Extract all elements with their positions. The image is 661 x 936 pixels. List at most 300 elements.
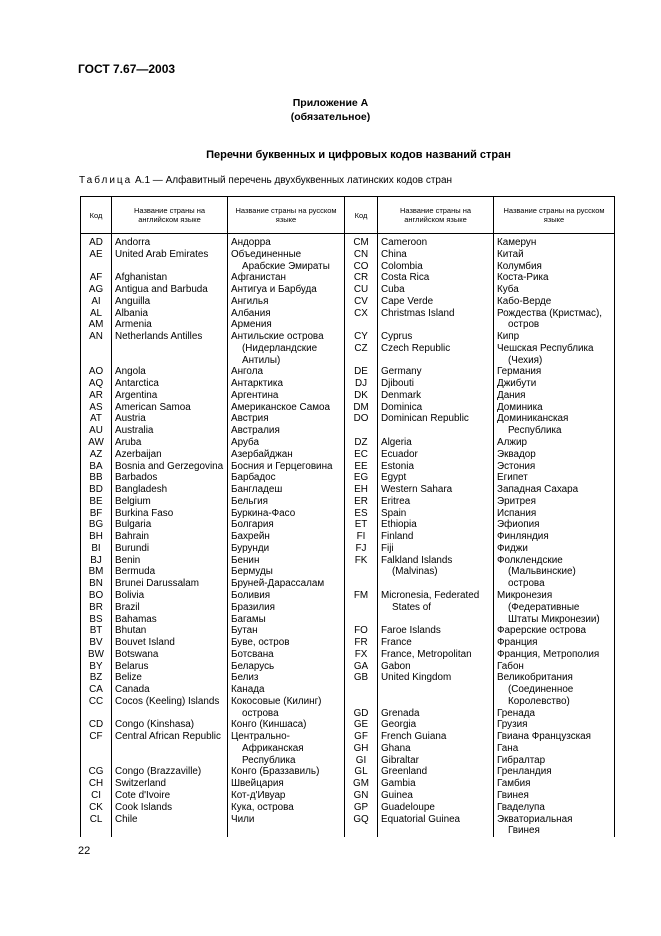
russian-name-cell: Эквадор bbox=[494, 449, 615, 461]
english-name-cell: Fiji bbox=[378, 543, 494, 555]
code-cell: CA bbox=[81, 684, 112, 696]
english-name-cell: Botswana bbox=[112, 649, 228, 661]
code-cell bbox=[81, 708, 112, 720]
code-cell: ES bbox=[345, 508, 378, 520]
russian-name-cell: Эритрея bbox=[494, 496, 615, 508]
table-row bbox=[81, 672, 615, 684]
code-cell bbox=[345, 696, 378, 708]
table-row bbox=[81, 684, 615, 696]
english-name-cell: Bolivia bbox=[112, 590, 228, 602]
russian-name-cell: Гвиана Французская bbox=[494, 731, 615, 743]
russian-name-cell: Австрия bbox=[228, 413, 345, 425]
code-cell: DE bbox=[345, 366, 378, 378]
table-row bbox=[81, 296, 615, 308]
english-name-cell: Colombia bbox=[378, 261, 494, 273]
english-name-cell: Brazil bbox=[112, 602, 228, 614]
code-cell bbox=[345, 355, 378, 367]
russian-name-cell: Алжир bbox=[494, 437, 615, 449]
english-name-cell bbox=[378, 684, 494, 696]
russian-name-cell: Эстония bbox=[494, 461, 615, 473]
code-cell: CY bbox=[345, 331, 378, 343]
code-cell: DO bbox=[345, 413, 378, 425]
russian-name-cell: Армения bbox=[228, 319, 345, 331]
russian-name-cell: Кука, острова bbox=[228, 802, 345, 814]
col-russian-name: Название страны на русском языке bbox=[228, 197, 345, 234]
code-cell: BV bbox=[81, 637, 112, 649]
english-name-cell: Bosnia and Gerzegovina bbox=[112, 461, 228, 473]
code-cell: FO bbox=[345, 625, 378, 637]
russian-name-cell: Фолклендские bbox=[494, 555, 615, 567]
code-cell: BA bbox=[81, 461, 112, 473]
code-cell: GQ bbox=[345, 814, 378, 826]
english-name-cell bbox=[378, 578, 494, 590]
table-row bbox=[81, 649, 615, 661]
english-name-cell: China bbox=[378, 249, 494, 261]
code-cell: GB bbox=[345, 672, 378, 684]
english-name-cell: Eritrea bbox=[378, 496, 494, 508]
code-cell: BJ bbox=[81, 555, 112, 567]
english-name-cell: Equatorial Guinea bbox=[378, 814, 494, 826]
russian-name-cell: Гамбия bbox=[494, 778, 615, 790]
code-cell: BN bbox=[81, 578, 112, 590]
code-cell bbox=[345, 825, 378, 837]
code-cell: BB bbox=[81, 472, 112, 484]
english-name-cell: Netherlands Antilles bbox=[112, 331, 228, 343]
table-row bbox=[81, 790, 615, 802]
code-cell: ET bbox=[345, 519, 378, 531]
russian-name-cell: Центрально- bbox=[228, 731, 345, 743]
table-row bbox=[81, 425, 615, 437]
russian-name-cell: Эфиопия bbox=[494, 519, 615, 531]
english-name-cell: French Guiana bbox=[378, 731, 494, 743]
table-row bbox=[81, 355, 615, 367]
russian-name-cell: Египет bbox=[494, 472, 615, 484]
russian-name-cell: Швейцария bbox=[228, 778, 345, 790]
russian-name-cell: Доминиканская bbox=[494, 413, 615, 425]
russian-name-cell: Бермуды bbox=[228, 566, 345, 578]
russian-name-cell: Фарерские острова bbox=[494, 625, 615, 637]
appendix-note: (обязательное) bbox=[290, 111, 371, 123]
col-code-2: Код bbox=[345, 197, 378, 234]
english-name-cell: Brunei Darussalam bbox=[112, 578, 228, 590]
english-name-cell: Burundi bbox=[112, 543, 228, 555]
code-cell: AL bbox=[81, 308, 112, 320]
code-cell bbox=[81, 343, 112, 355]
code-cell: CG bbox=[81, 766, 112, 778]
english-name-cell: Chile bbox=[112, 814, 228, 826]
code-cell: BF bbox=[81, 508, 112, 520]
code-cell: CD bbox=[81, 719, 112, 731]
table-row bbox=[81, 449, 615, 461]
english-name-cell: Benin bbox=[112, 555, 228, 567]
russian-name-cell: Азербайджан bbox=[228, 449, 345, 461]
english-name-cell: Bermuda bbox=[112, 566, 228, 578]
russian-name-cell: Штаты Микронезии) bbox=[494, 614, 615, 626]
english-name-cell: Spain bbox=[378, 508, 494, 520]
table-row bbox=[81, 319, 615, 331]
english-name-cell: Barbados bbox=[112, 472, 228, 484]
russian-name-cell: Болгария bbox=[228, 519, 345, 531]
russian-name-cell: Антилы) bbox=[228, 355, 345, 367]
russian-name-cell: Американское Самоа bbox=[228, 402, 345, 414]
russian-name-cell: Гана bbox=[494, 743, 615, 755]
table-row bbox=[81, 308, 615, 320]
english-name-cell: Faroe Islands bbox=[378, 625, 494, 637]
english-name-cell: Finland bbox=[378, 531, 494, 543]
english-name-cell bbox=[378, 825, 494, 837]
russian-name-cell: Германия bbox=[494, 366, 615, 378]
table-row bbox=[81, 743, 615, 755]
code-cell: DJ bbox=[345, 378, 378, 390]
english-name-cell bbox=[378, 696, 494, 708]
code-cell: CZ bbox=[345, 343, 378, 355]
english-name-cell: Micronesia, Federated bbox=[378, 590, 494, 602]
code-cell: CN bbox=[345, 249, 378, 261]
english-name-cell: Bangladesh bbox=[112, 484, 228, 496]
code-cell: AG bbox=[81, 284, 112, 296]
russian-name-cell: Кабо-Верде bbox=[494, 296, 615, 308]
code-cell: FR bbox=[345, 637, 378, 649]
english-name-cell: France, Metropolitan bbox=[378, 649, 494, 661]
code-cell bbox=[81, 261, 112, 273]
russian-name-cell: (Нидерландские bbox=[228, 343, 345, 355]
table-row bbox=[81, 234, 615, 249]
table-row bbox=[81, 390, 615, 402]
col-russian-name-2: Название страны на русском языке bbox=[494, 197, 615, 234]
english-name-cell: Belize bbox=[112, 672, 228, 684]
table-header-row bbox=[81, 197, 615, 234]
table-row bbox=[81, 331, 615, 343]
english-name-cell: Canada bbox=[112, 684, 228, 696]
russian-name-cell: (Мальвинские) bbox=[494, 566, 615, 578]
table-row bbox=[81, 778, 615, 790]
russian-name-cell: Багамы bbox=[228, 614, 345, 626]
code-cell: CM bbox=[345, 234, 378, 249]
english-name-cell: States of bbox=[378, 602, 494, 614]
russian-name-cell: Гваделупа bbox=[494, 802, 615, 814]
code-cell bbox=[345, 566, 378, 578]
code-cell: CV bbox=[345, 296, 378, 308]
english-name-cell: Cameroon bbox=[378, 234, 494, 249]
russian-name-cell: Андорра bbox=[228, 234, 345, 249]
country-codes-table bbox=[80, 196, 615, 837]
code-cell bbox=[345, 578, 378, 590]
table-row bbox=[81, 802, 615, 814]
code-cell: AE bbox=[81, 249, 112, 261]
code-cell: EH bbox=[345, 484, 378, 496]
english-name-cell: Cape Verde bbox=[378, 296, 494, 308]
code-cell: AO bbox=[81, 366, 112, 378]
code-cell: CF bbox=[81, 731, 112, 743]
code-cell: BY bbox=[81, 661, 112, 673]
english-name-cell: Estonia bbox=[378, 461, 494, 473]
russian-name-cell: Ангилья bbox=[228, 296, 345, 308]
code-cell: BG bbox=[81, 519, 112, 531]
table-row bbox=[81, 484, 615, 496]
code-cell: CX bbox=[345, 308, 378, 320]
russian-name-cell: Франция bbox=[494, 637, 615, 649]
russian-name-cell: Западная Сахара bbox=[494, 484, 615, 496]
russian-name-cell: Бельгия bbox=[228, 496, 345, 508]
russian-name-cell: Великобритания bbox=[494, 672, 615, 684]
russian-name-cell: Ангола bbox=[228, 366, 345, 378]
code-cell: ER bbox=[345, 496, 378, 508]
english-name-cell: Antarctica bbox=[112, 378, 228, 390]
code-cell: CL bbox=[81, 814, 112, 826]
russian-name-cell: Испания bbox=[494, 508, 615, 520]
code-cell bbox=[81, 743, 112, 755]
code-cell: AN bbox=[81, 331, 112, 343]
english-name-cell: Cook Islands bbox=[112, 802, 228, 814]
english-name-cell: Guinea bbox=[378, 790, 494, 802]
english-name-cell: Algeria bbox=[378, 437, 494, 449]
code-cell: GH bbox=[345, 743, 378, 755]
code-cell: DM bbox=[345, 402, 378, 414]
code-cell: BS bbox=[81, 614, 112, 626]
english-name-cell bbox=[378, 425, 494, 437]
table-caption bbox=[79, 175, 452, 186]
code-cell: AS bbox=[81, 402, 112, 414]
col-english-name: Название страны на английском языке bbox=[112, 197, 228, 234]
english-name-cell: Gambia bbox=[378, 778, 494, 790]
table-row bbox=[81, 637, 615, 649]
english-name-cell: Congo (Kinshasa) bbox=[112, 719, 228, 731]
english-name-cell: Aruba bbox=[112, 437, 228, 449]
english-name-cell: Ecuador bbox=[378, 449, 494, 461]
russian-name-cell: Чешская Республика bbox=[494, 343, 615, 355]
russian-name-cell: Фиджи bbox=[494, 543, 615, 555]
russian-name-cell: Беларусь bbox=[228, 661, 345, 673]
english-name-cell: Christmas Island bbox=[378, 308, 494, 320]
english-name-cell: Denmark bbox=[378, 390, 494, 402]
code-cell: FI bbox=[345, 531, 378, 543]
table-row bbox=[81, 543, 615, 555]
code-cell: CU bbox=[345, 284, 378, 296]
english-name-cell: Congo (Brazzaville) bbox=[112, 766, 228, 778]
russian-name-cell: Конго (Киншаса) bbox=[228, 719, 345, 731]
code-cell bbox=[345, 319, 378, 331]
russian-name-cell: Бразилия bbox=[228, 602, 345, 614]
table-row bbox=[81, 555, 615, 567]
english-name-cell bbox=[112, 755, 228, 767]
code-cell bbox=[81, 355, 112, 367]
english-name-cell: Bulgaria bbox=[112, 519, 228, 531]
russian-name-cell: Гвинея bbox=[494, 825, 615, 837]
code-cell: BZ bbox=[81, 672, 112, 684]
english-name-cell bbox=[112, 825, 228, 837]
russian-name-cell: Босния и Герцеговина bbox=[228, 461, 345, 473]
code-cell: FJ bbox=[345, 543, 378, 555]
code-cell: FK bbox=[345, 555, 378, 567]
section-title: Перечни буквенных и цифровых кодов названий стран bbox=[206, 149, 511, 161]
code-cell: BO bbox=[81, 590, 112, 602]
english-name-cell: Cuba bbox=[378, 284, 494, 296]
russian-name-cell: Аргентина bbox=[228, 390, 345, 402]
english-name-cell: Switzerland bbox=[112, 778, 228, 790]
english-name-cell: Argentina bbox=[112, 390, 228, 402]
russian-name-cell: Микронезия bbox=[494, 590, 615, 602]
english-name-cell: Belgium bbox=[112, 496, 228, 508]
russian-name-cell: Королевство) bbox=[494, 696, 615, 708]
english-name-cell: Djibouti bbox=[378, 378, 494, 390]
table-row bbox=[81, 413, 615, 425]
code-cell: BW bbox=[81, 649, 112, 661]
table-row bbox=[81, 566, 615, 578]
russian-name-cell: Буркина-Фасо bbox=[228, 508, 345, 520]
code-cell: EG bbox=[345, 472, 378, 484]
table-row bbox=[81, 614, 615, 626]
table-row bbox=[81, 661, 615, 673]
russian-name-cell: Джибути bbox=[494, 378, 615, 390]
english-name-cell: Cote d'Ivoire bbox=[112, 790, 228, 802]
code-cell: CK bbox=[81, 802, 112, 814]
table-row bbox=[81, 696, 615, 708]
russian-name-cell: Бруней-Дарассалам bbox=[228, 578, 345, 590]
english-name-cell bbox=[112, 261, 228, 273]
russian-name-cell: Антильские острова bbox=[228, 331, 345, 343]
code-cell: BE bbox=[81, 496, 112, 508]
english-name-cell: Bhutan bbox=[112, 625, 228, 637]
table-caption-text: А.1 — Алфавитный перечень двухбуквенных латинских кодов стран bbox=[135, 175, 453, 186]
table-row bbox=[81, 437, 615, 449]
english-name-cell: Armenia bbox=[112, 319, 228, 331]
code-cell: AF bbox=[81, 272, 112, 284]
english-name-cell: Guadeloupe bbox=[378, 802, 494, 814]
english-name-cell: Ghana bbox=[378, 743, 494, 755]
english-name-cell: Cocos (Keeling) Islands bbox=[112, 696, 228, 708]
english-name-cell: United Kingdom bbox=[378, 672, 494, 684]
table-row bbox=[81, 402, 615, 414]
code-cell: BT bbox=[81, 625, 112, 637]
code-cell: BI bbox=[81, 543, 112, 555]
english-name-cell: Australia bbox=[112, 425, 228, 437]
russian-name-cell: Кипр bbox=[494, 331, 615, 343]
code-cell bbox=[81, 825, 112, 837]
english-name-cell bbox=[378, 614, 494, 626]
russian-name-cell: Белиз bbox=[228, 672, 345, 684]
table-row bbox=[81, 519, 615, 531]
english-name-cell bbox=[112, 743, 228, 755]
russian-name-cell: Финляндия bbox=[494, 531, 615, 543]
table-row bbox=[81, 625, 615, 637]
code-cell: BM bbox=[81, 566, 112, 578]
english-name-cell: Anguilla bbox=[112, 296, 228, 308]
russian-name-cell: Грузия bbox=[494, 719, 615, 731]
table-row bbox=[81, 825, 615, 837]
english-name-cell: Austria bbox=[112, 413, 228, 425]
code-cell bbox=[345, 684, 378, 696]
russian-name-cell: Чили bbox=[228, 814, 345, 826]
russian-name-cell: Объединенные bbox=[228, 249, 345, 261]
russian-name-cell: Гренада bbox=[494, 708, 615, 720]
russian-name-cell: Австралия bbox=[228, 425, 345, 437]
col-code: Код bbox=[81, 197, 112, 234]
russian-name-cell: Буве, остров bbox=[228, 637, 345, 649]
code-cell: GE bbox=[345, 719, 378, 731]
russian-name-cell: Антигуа и Барбуда bbox=[228, 284, 345, 296]
table-row bbox=[81, 284, 615, 296]
table-row bbox=[81, 719, 615, 731]
english-name-cell: Angola bbox=[112, 366, 228, 378]
english-name-cell: Bahrain bbox=[112, 531, 228, 543]
table-row bbox=[81, 496, 615, 508]
russian-name-cell: Албания bbox=[228, 308, 345, 320]
russian-name-cell: Канада bbox=[228, 684, 345, 696]
code-cell: CI bbox=[81, 790, 112, 802]
english-name-cell: Bahamas bbox=[112, 614, 228, 626]
table-row bbox=[81, 366, 615, 378]
russian-name-cell: Республика bbox=[228, 755, 345, 767]
english-name-cell: Azerbaijan bbox=[112, 449, 228, 461]
english-name-cell: Gabon bbox=[378, 661, 494, 673]
russian-name-cell: остров bbox=[494, 319, 615, 331]
table-row bbox=[81, 508, 615, 520]
russian-name-cell: Колумбия bbox=[494, 261, 615, 273]
code-cell bbox=[345, 614, 378, 626]
code-cell: GF bbox=[345, 731, 378, 743]
table-row bbox=[81, 578, 615, 590]
code-cell: DK bbox=[345, 390, 378, 402]
code-cell: DZ bbox=[345, 437, 378, 449]
russian-name-cell: Камерун bbox=[494, 234, 615, 249]
code-cell: AI bbox=[81, 296, 112, 308]
russian-name-cell: острова bbox=[494, 578, 615, 590]
english-name-cell: Cyprus bbox=[378, 331, 494, 343]
english-name-cell: Gibraltar bbox=[378, 755, 494, 767]
english-name-cell bbox=[378, 355, 494, 367]
russian-name-cell: Дания bbox=[494, 390, 615, 402]
russian-name-cell: Кот-д'Ивуар bbox=[228, 790, 345, 802]
table-row bbox=[81, 461, 615, 473]
english-name-cell: Albania bbox=[112, 308, 228, 320]
code-cell: BH bbox=[81, 531, 112, 543]
code-cell: GL bbox=[345, 766, 378, 778]
russian-name-cell: Антарктика bbox=[228, 378, 345, 390]
document-header: ГОСТ 7.67—2003 bbox=[78, 62, 176, 76]
russian-name-cell: Франция, Метрополия bbox=[494, 649, 615, 661]
table-row bbox=[81, 531, 615, 543]
russian-name-cell: Китай bbox=[494, 249, 615, 261]
russian-name-cell: Аруба bbox=[228, 437, 345, 449]
code-cell: AT bbox=[81, 413, 112, 425]
table-row bbox=[81, 272, 615, 284]
code-cell: EC bbox=[345, 449, 378, 461]
russian-name-cell: Боливия bbox=[228, 590, 345, 602]
code-cell: BD bbox=[81, 484, 112, 496]
code-cell bbox=[81, 755, 112, 767]
table-row bbox=[81, 343, 615, 355]
table-row bbox=[81, 261, 615, 273]
code-cell: CC bbox=[81, 696, 112, 708]
russian-name-cell: острова bbox=[228, 708, 345, 720]
english-name-cell: Antigua and Barbuda bbox=[112, 284, 228, 296]
code-cell: FX bbox=[345, 649, 378, 661]
russian-name-cell: Афганистан bbox=[228, 272, 345, 284]
code-cell: GN bbox=[345, 790, 378, 802]
table-caption-label: Таблица bbox=[79, 175, 133, 186]
code-cell: GI bbox=[345, 755, 378, 767]
code-cell bbox=[345, 425, 378, 437]
code-cell: AR bbox=[81, 390, 112, 402]
russian-name-cell: Коста-Рика bbox=[494, 272, 615, 284]
english-name-cell: Dominican Republic bbox=[378, 413, 494, 425]
table-row bbox=[81, 378, 615, 390]
english-name-cell: Afghanistan bbox=[112, 272, 228, 284]
english-name-cell: Costa Rica bbox=[378, 272, 494, 284]
english-name-cell bbox=[378, 319, 494, 331]
code-cell: CH bbox=[81, 778, 112, 790]
english-name-cell: United Arab Emirates bbox=[112, 249, 228, 261]
